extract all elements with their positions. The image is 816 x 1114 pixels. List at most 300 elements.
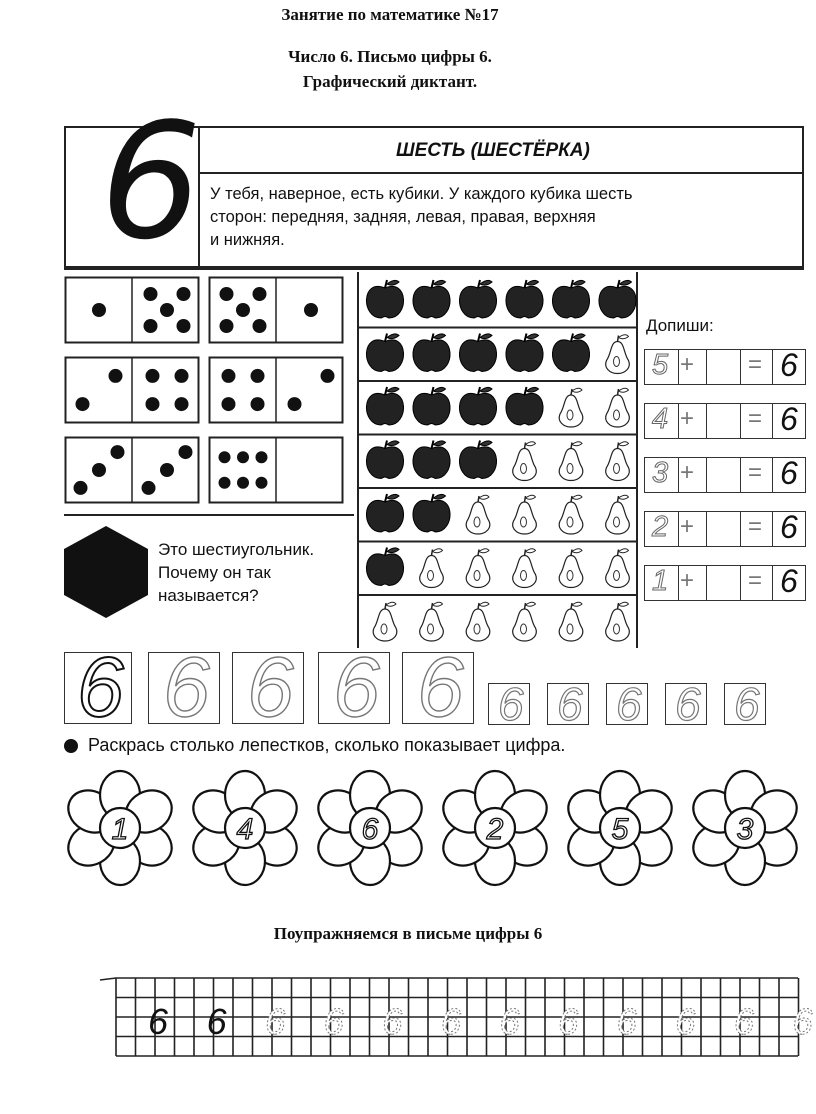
equation-first[interactable]: 5 (652, 349, 669, 381)
pear-leaf (526, 495, 536, 499)
equation-cell-line (678, 457, 679, 493)
apple-leaf (434, 387, 446, 392)
equation-result: 6 (780, 401, 798, 437)
pear-icon (466, 495, 490, 534)
apple-leaf (387, 387, 399, 392)
pear-leaf (619, 388, 629, 392)
topic-line-2: Графический диктант. (302, 72, 478, 91)
trace-digit: 6 (557, 678, 583, 730)
apple-leaf (573, 334, 585, 339)
practice-digit-dotted: 6 (323, 1001, 344, 1042)
apple-body (413, 286, 450, 318)
pear-leaf (526, 602, 536, 606)
domino-bottom-line (64, 514, 354, 516)
equation-cell-line (706, 403, 707, 439)
domino-pip (304, 303, 318, 317)
equation-plus: + (680, 405, 695, 432)
domino-pip (220, 319, 234, 333)
trace-digit: 6 (77, 640, 124, 734)
equation-cell-line (678, 565, 679, 601)
flower-instruction: Раскрась столько лепестков, сколько показывает цифра. (88, 735, 566, 755)
equation-first[interactable]: 1 (652, 565, 669, 597)
apple-leaf (480, 334, 492, 339)
practice-grid (100, 972, 813, 1064)
apple-body (506, 393, 543, 425)
flower-number: 6 (361, 813, 379, 846)
equation-cell-line (740, 457, 741, 493)
equation-eq: = (748, 405, 763, 432)
equation-row (644, 511, 806, 547)
apple-leaf (434, 334, 446, 339)
flower-number: 2 (486, 813, 504, 846)
apple-leaf (434, 280, 446, 285)
apple-body (413, 447, 450, 479)
apple-body (366, 447, 403, 479)
apple-icon (552, 280, 589, 318)
hexagon-shape (60, 522, 152, 622)
pear-body (606, 556, 630, 588)
pear-icon (559, 442, 583, 481)
pear-body (513, 556, 537, 588)
domino-pip (145, 369, 159, 383)
apple-body (459, 340, 496, 372)
practice-digit-dotted: 6 (265, 1001, 286, 1042)
trace-digit: 6 (675, 678, 701, 730)
apple-leaf (480, 387, 492, 392)
grid-line (100, 978, 116, 980)
trace-digit: 6 (498, 678, 524, 730)
domino-pip (253, 287, 267, 301)
equation-cell-line (678, 349, 679, 385)
pear-stem (478, 603, 479, 609)
pear-leaf (572, 549, 582, 553)
trace-digit: 6 (163, 640, 210, 734)
equation-row (644, 457, 806, 493)
trace-cell-small[interactable] (665, 678, 707, 730)
practice-digit-dotted: 6 (616, 1001, 637, 1042)
hexagon-text-line: Это шестиугольник. (158, 540, 315, 559)
domino-pip (74, 481, 88, 495)
pear-icon (559, 495, 583, 534)
complete-label: Допиши: (646, 316, 714, 335)
apple-body (413, 393, 450, 425)
pear-icon (466, 549, 490, 588)
pear-stem (618, 389, 619, 395)
pear-stem (525, 496, 526, 502)
equation-plus: + (680, 459, 695, 486)
pear-stem (618, 496, 619, 502)
apple-body (552, 286, 589, 318)
pear-leaf (526, 442, 536, 446)
apple-leaf (573, 280, 585, 285)
equation-eq: = (748, 459, 763, 486)
pear-icon (559, 388, 583, 427)
apple-body (459, 447, 496, 479)
domino (64, 436, 200, 504)
trace-cell[interactable] (148, 640, 220, 734)
pear-body (513, 609, 537, 641)
practice-digit: 6 (206, 1001, 227, 1042)
apple-icon (599, 280, 636, 318)
pear-icon (513, 495, 537, 534)
pear-stem (525, 550, 526, 556)
apple-icon (366, 280, 403, 318)
equation-first[interactable]: 3 (652, 457, 669, 489)
equation-eq: = (748, 567, 763, 594)
pear-body (420, 609, 444, 641)
domino-pip (144, 287, 158, 301)
pear-body (513, 502, 537, 534)
domino-pip (145, 397, 159, 411)
domino-pip (236, 303, 250, 317)
apple-leaf (387, 494, 399, 499)
domino-pip (178, 445, 192, 459)
pear-leaf (386, 602, 396, 606)
pear-body (559, 556, 583, 588)
equation-cell-line (740, 349, 741, 385)
apple-icon (366, 494, 403, 532)
domino-pip (255, 477, 267, 489)
equation-cell-line (678, 511, 679, 547)
domino-pip (177, 287, 191, 301)
equation-cell-line (678, 403, 679, 439)
apple-icon (366, 387, 403, 425)
equation-row (644, 403, 806, 439)
apple-icon (413, 280, 450, 318)
pear-leaf (572, 495, 582, 499)
pear-stem (571, 550, 572, 556)
equation-plus: + (680, 567, 695, 594)
trace-cell-small[interactable] (488, 678, 530, 730)
pear-body (606, 342, 630, 374)
equation-cell-line (706, 457, 707, 493)
practice-digit-dotted: 6 (675, 1001, 696, 1042)
equation-result: 6 (780, 347, 798, 383)
pear-stem (618, 550, 619, 556)
pear-stem (618, 336, 619, 342)
flower-number: 3 (736, 813, 754, 846)
hexagon-text (158, 538, 314, 607)
apple-leaf (387, 548, 399, 553)
intro-text-line: сторон: передняя, задняя, левая, правая, верхняя (210, 208, 596, 226)
pear-stem (432, 550, 433, 556)
apple-icon (413, 494, 450, 532)
trace-digit: 6 (333, 640, 380, 734)
domino-pip (251, 369, 265, 383)
domino (208, 276, 344, 344)
pear-leaf (572, 388, 582, 392)
domino-pip (160, 463, 174, 477)
intro-heading: ШЕСТЬ (ШЕСТЁРКА) (396, 140, 590, 161)
equation-first[interactable]: 2 (652, 511, 669, 543)
pear-body (373, 609, 397, 641)
pear-body (559, 449, 583, 481)
intro-heading-divider (198, 172, 804, 174)
flower-number: 5 (611, 813, 629, 846)
domino-pip (109, 369, 123, 383)
pear-icon (513, 442, 537, 481)
apple-leaf (480, 280, 492, 285)
equation-result: 6 (780, 455, 798, 491)
domino-pip (219, 477, 231, 489)
apple-leaf (620, 280, 632, 285)
domino-pip (219, 451, 231, 463)
apple-icon (459, 334, 496, 372)
domino-pip (253, 319, 267, 333)
domino-pip (221, 369, 235, 383)
pear-leaf (619, 549, 629, 553)
flower (311, 771, 430, 885)
equation-cell-line (706, 565, 707, 601)
trace-cell[interactable] (318, 640, 390, 734)
equation-cell-line (772, 565, 773, 601)
domino-pip (175, 397, 189, 411)
pear-stem (618, 443, 619, 449)
equation-row (644, 349, 806, 385)
practice-digit: 6 (148, 1001, 169, 1042)
apple-leaf (527, 334, 539, 339)
pear-leaf (619, 495, 629, 499)
apple-icon (459, 441, 496, 479)
lesson-title: Занятие по математике №17 (281, 5, 499, 24)
pear-body (420, 556, 444, 588)
pear-icon (513, 602, 537, 641)
flower (186, 771, 305, 885)
equation-eq: = (748, 351, 763, 378)
apple-icon (506, 387, 543, 425)
domino-pip (288, 397, 302, 411)
apple-leaf (527, 387, 539, 392)
domino-pip (220, 287, 234, 301)
pear-body (559, 395, 583, 427)
pear-stem (571, 603, 572, 609)
pear-stem (432, 603, 433, 609)
pear-stem (525, 443, 526, 449)
pear-leaf (619, 442, 629, 446)
pear-icon (559, 602, 583, 641)
apple-body (366, 500, 403, 532)
pear-stem (571, 389, 572, 395)
domino-pip (221, 397, 235, 411)
equation-cell-line (740, 511, 741, 547)
pear-icon (513, 549, 537, 588)
domino-pip (76, 397, 90, 411)
pear-leaf (479, 549, 489, 553)
domino-pip (175, 369, 189, 383)
equation-plus: + (680, 513, 695, 540)
topic-line-1: Число 6. Письмо цифры 6. (288, 47, 492, 66)
apple-icon (413, 387, 450, 425)
pear-icon (606, 549, 630, 588)
pear-icon (373, 602, 397, 641)
pear-stem (571, 443, 572, 449)
apple-leaf (434, 494, 446, 499)
apple-icon (459, 280, 496, 318)
equation-cell-line (772, 457, 773, 493)
pear-stem (478, 496, 479, 502)
practice-title: Поупражняемся в письме цифры 6 (273, 924, 543, 943)
pear-body (606, 609, 630, 641)
flower (436, 771, 555, 885)
big-six-digit: 6 (100, 88, 202, 275)
hexagon-text-line: Почему он так (158, 563, 271, 582)
apple-body (506, 340, 543, 372)
domino-pip (92, 463, 106, 477)
practice-digit-dotted: 6 (382, 1001, 403, 1042)
pear-icon (420, 602, 444, 641)
pear-icon (420, 549, 444, 588)
domino-pip (160, 303, 174, 317)
domino-pip (110, 445, 124, 459)
section-line (64, 268, 804, 270)
hexagon-text-line: называется? (158, 586, 259, 605)
apple-icon (459, 387, 496, 425)
equation-cell-line (706, 511, 707, 547)
domino-pip (177, 319, 191, 333)
trace-digit: 6 (616, 678, 642, 730)
pear-icon (606, 388, 630, 427)
domino-pip (237, 451, 249, 463)
apple-body (459, 286, 496, 318)
equation-cell-line (772, 403, 773, 439)
trace-cell-small[interactable] (724, 678, 766, 730)
pear-stem (525, 603, 526, 609)
equation-row (644, 565, 806, 601)
flower (686, 771, 805, 885)
trace-digit: 6 (417, 640, 464, 734)
apple-icon (506, 280, 543, 318)
equation-first[interactable]: 4 (652, 403, 669, 435)
trace-cell-small[interactable] (606, 678, 648, 730)
trace-cell[interactable] (402, 640, 474, 734)
pear-body (606, 395, 630, 427)
domino-pip (251, 397, 265, 411)
pear-icon (606, 335, 630, 374)
flower-number: 1 (111, 813, 129, 846)
practice-digit-dotted: 6 (792, 1001, 813, 1042)
apple-icon (413, 334, 450, 372)
equation-cell-line (772, 349, 773, 385)
apple-icon (366, 334, 403, 372)
pear-body (559, 609, 583, 641)
trace-example-cell[interactable] (64, 640, 132, 734)
pear-leaf (619, 602, 629, 606)
pear-body (559, 502, 583, 534)
practice-digit-dotted: 6 (734, 1001, 755, 1042)
apple-icon (506, 334, 543, 372)
equation-cell-line (740, 565, 741, 601)
apple-body (459, 393, 496, 425)
bullet-icon (64, 739, 78, 753)
pear-leaf (619, 335, 629, 339)
pear-body (466, 609, 490, 641)
pear-icon (606, 442, 630, 481)
pear-stem (618, 603, 619, 609)
pear-leaf (433, 549, 443, 553)
apple-leaf (527, 280, 539, 285)
apple-icon (366, 548, 403, 586)
apple-leaf (387, 334, 399, 339)
apple-body (506, 286, 543, 318)
equation-cell-line (772, 511, 773, 547)
trace-digit: 6 (734, 678, 760, 730)
practice-digit-dotted: 6 (558, 1001, 579, 1042)
equation-eq: = (748, 513, 763, 540)
flower-number: 4 (236, 813, 254, 846)
pear-body (466, 502, 490, 534)
domino-pip (92, 303, 106, 317)
pear-icon (606, 495, 630, 534)
pear-leaf (479, 495, 489, 499)
pear-body (466, 556, 490, 588)
apple-body (413, 500, 450, 532)
equation-plus: + (680, 351, 695, 378)
apple-body (366, 286, 403, 318)
pear-leaf (479, 602, 489, 606)
domino (208, 356, 344, 424)
domino-pip (321, 369, 335, 383)
apple-icon (413, 441, 450, 479)
trace-cell-small[interactable] (547, 678, 589, 730)
flower (561, 771, 680, 885)
domino (64, 356, 200, 424)
pear-body (606, 502, 630, 534)
flowers-row (60, 768, 810, 893)
pear-body (606, 449, 630, 481)
intro-text-line: и нижняя. (210, 231, 285, 249)
apple-leaf (434, 441, 446, 446)
domino-pip (237, 477, 249, 489)
trace-cell[interactable] (232, 640, 304, 734)
pear-stem (478, 550, 479, 556)
apple-body (413, 340, 450, 372)
apple-icon (552, 334, 589, 372)
domino-pip (142, 481, 156, 495)
practice-digit-dotted: 6 (499, 1001, 520, 1042)
domino-pip (144, 319, 158, 333)
equation-result: 6 (780, 509, 798, 545)
pear-leaf (526, 549, 536, 553)
trace-digit: 6 (247, 640, 294, 734)
pear-leaf (572, 602, 582, 606)
apple-body (366, 340, 403, 372)
practice-digit-dotted: 6 (441, 1001, 462, 1042)
apple-body (366, 554, 403, 586)
domino-pip (255, 451, 267, 463)
pear-stem (385, 603, 386, 609)
apple-body (599, 286, 636, 318)
intro-text-line: У тебя, наверное, есть кубики. У каждого кубика шесть (210, 185, 633, 203)
pear-icon (606, 602, 630, 641)
pear-leaf (433, 602, 443, 606)
intro-text (210, 183, 633, 252)
equation-cell-line (706, 349, 707, 385)
apple-body (552, 340, 589, 372)
pear-stem (571, 496, 572, 502)
equation-result: 6 (780, 563, 798, 599)
pear-leaf (572, 442, 582, 446)
fruit-grid (357, 272, 638, 648)
apple-leaf (387, 280, 399, 285)
apple-icon (366, 441, 403, 479)
pear-icon (559, 549, 583, 588)
apple-leaf (480, 441, 492, 446)
pear-body (513, 449, 537, 481)
equation-cell-line (740, 403, 741, 439)
domino (208, 436, 344, 504)
apple-body (366, 393, 403, 425)
pear-icon (466, 602, 490, 641)
